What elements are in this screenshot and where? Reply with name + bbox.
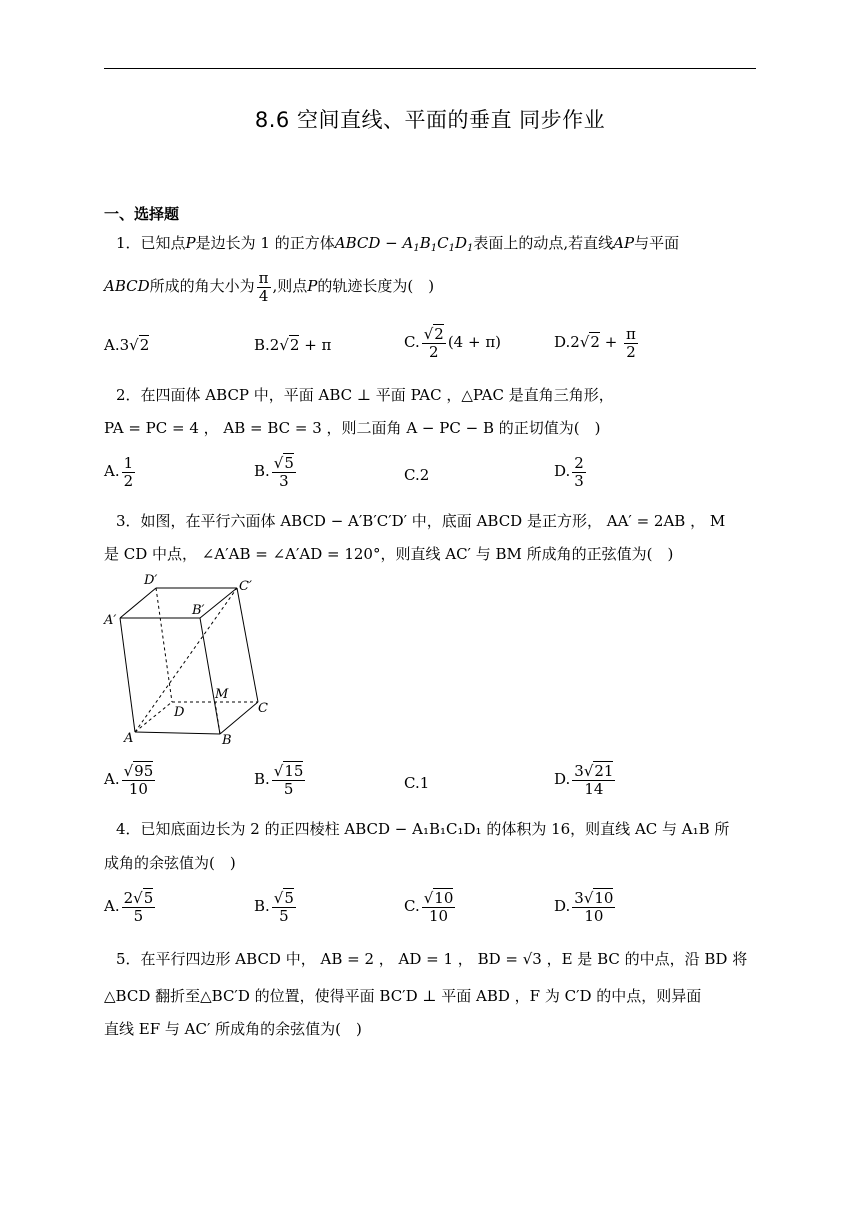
option-label: D. <box>554 462 571 480</box>
frac-den: 10 <box>429 906 449 925</box>
frac-den: 10 <box>584 906 604 925</box>
q2-option-b[interactable] <box>254 455 298 489</box>
sub: 1 <box>413 243 420 254</box>
option-frac: $\frac{2√5}{5}$ <box>123 889 154 925</box>
frac-num: π <box>258 269 269 287</box>
sqrt-radicand: 5 <box>284 454 294 472</box>
fig-label-b: B <box>222 733 232 748</box>
q1-var-abcd: ABCD <box>104 277 150 295</box>
q1-cube-base: ABCD − A <box>334 234 414 252</box>
frac-den: 5 <box>133 906 144 925</box>
option-label: B. <box>254 336 270 354</box>
q1-text: 与平面 <box>634 234 680 252</box>
option-frac: $\frac{√10}{10}$ <box>423 889 454 925</box>
sqrt-radicand: 21 <box>594 762 614 780</box>
q5-line2: △BCD 翻折至△BC′D 的位置，使得平面 BC′D ⊥ 平面 ABD ，F 为 C′D 的中点，则异面 <box>104 987 702 1005</box>
option-label: C. <box>404 897 420 915</box>
frac-num: 2 <box>574 454 584 472</box>
option-frac: $\frac{√95}{10}$ <box>123 762 154 798</box>
option-label: B. <box>254 897 270 915</box>
option-label: B. <box>254 462 270 480</box>
q1-text: 1．已知点 <box>116 234 186 252</box>
fig-label-d1: D′ <box>144 573 158 588</box>
sqrt-radicand: 5 <box>284 889 294 907</box>
option-label: D. <box>554 770 571 788</box>
frac-den: 14 <box>584 779 604 798</box>
option-label: A. <box>104 770 120 788</box>
option-value: + π <box>299 336 332 354</box>
q4-option-b[interactable] <box>254 890 298 924</box>
option-label: B. <box>254 770 270 788</box>
frac-den: 2 <box>123 471 134 490</box>
q4-line2: 成角的余弦值为( ) <box>104 854 236 872</box>
q1-option-a[interactable]: A.3√2 <box>104 336 150 354</box>
q2-option-a[interactable] <box>104 455 137 489</box>
q1-text: 所成的角大小为 <box>149 277 255 295</box>
q1-option-b[interactable]: B.2√2 + π <box>254 336 332 354</box>
option-value: 2 <box>269 336 280 354</box>
sqrt-radicand: 2 <box>289 336 300 354</box>
q1-var-p: P <box>307 277 318 295</box>
q4-line1: 4．已知底面边长为 2 的正四棱柱 ABCD − A₁B₁C₁D₁ 的体积为 16，则直线 AC 与 A₁B 所 <box>116 820 730 838</box>
option-frac: $\frac{3√21}{14}$ <box>574 762 614 798</box>
q5-line3: 直线 EF 与 AC′ 所成角的余弦值为( ) <box>104 1020 362 1038</box>
q1-cube <box>335 234 474 252</box>
q2-option-d[interactable] <box>554 455 588 489</box>
fig-label-d: D <box>174 705 185 720</box>
page-title: 8.6 空间直线、平面的垂直 同步作业 <box>254 108 606 132</box>
option-value: 2 <box>570 333 580 351</box>
q3-option-a[interactable] <box>104 763 157 797</box>
section-heading: 一、选择题 <box>104 205 180 223</box>
frac-num: π <box>626 325 636 343</box>
q5-line1: 5．在平行四边形 ABCD 中， AB = 2 ， AD = 1 ， BD = √3 ，E 是 BC 的中点，沿 BD 将 <box>116 950 748 968</box>
q3-line2: 是 CD 中点， ∠A′AB = ∠A′AD = 120°，则直线 AC′ 与 BM 所成角的正弦值为( ) <box>104 545 674 563</box>
sub: 1 <box>466 243 474 254</box>
q1-cube-d: D <box>454 234 467 252</box>
frac-den: 2 <box>429 342 439 361</box>
q1-var-ap: AP <box>613 234 635 252</box>
sqrt-radicand: 10 <box>434 889 454 907</box>
frac-den: 4 <box>258 286 269 305</box>
option-label: C. <box>404 333 420 351</box>
option-label: A. <box>104 897 120 915</box>
option-label: D. <box>554 333 571 351</box>
option-value: 3 <box>119 336 130 354</box>
parallelepiped-figure <box>100 570 280 750</box>
coef: 2 <box>123 889 134 907</box>
option-label: A. <box>104 336 120 354</box>
sqrt-radicand: 10 <box>594 889 614 907</box>
frac-den: 3 <box>574 471 584 490</box>
fig-label-c: C <box>258 701 268 716</box>
frac-den: 3 <box>279 471 289 490</box>
q2-line2: PA = PC = 4 ， AB = BC = 3 ，则二面角 A − PC − B 的正切值为( ) <box>104 419 601 437</box>
sub: 1 <box>448 243 455 254</box>
frac-den: 5 <box>279 906 289 925</box>
option-frac: $\frac{√5}{5}$ <box>273 889 294 925</box>
q1-text: 是边长为 1 的正方体 <box>195 234 335 252</box>
option-value: (4 + π) <box>447 333 502 351</box>
q1-option-d[interactable]: D.2√2 + $\frac{\pi}{2}$ <box>554 325 636 361</box>
fig-label-a1: A′ <box>104 613 117 628</box>
q1-text: ,则点 <box>272 277 308 295</box>
option-frac <box>572 455 586 489</box>
q3-option-c[interactable]: C.1 <box>404 774 430 792</box>
sqrt-radicand: 5 <box>143 889 154 907</box>
q1-frac-pi-4 <box>257 270 271 304</box>
sqrt-radicand: 95 <box>134 762 154 780</box>
sub: 1 <box>430 243 438 254</box>
fig-label-a: A <box>124 731 134 746</box>
q1-text: 表面上的动点,若直线 <box>473 234 614 252</box>
sqrt-radicand: 2 <box>590 333 600 351</box>
q4-option-a[interactable] <box>104 890 157 924</box>
header-rule <box>104 68 756 69</box>
q4-option-d[interactable] <box>554 890 617 924</box>
q1-cube-c: C <box>437 234 449 252</box>
sqrt-radicand: 15 <box>284 762 304 780</box>
option-frac: $\frac{√15}{5}$ <box>273 762 304 798</box>
q1-text: 的轨迹长度为( ) <box>317 277 435 295</box>
q1-var-p: P <box>185 234 196 252</box>
sqrt-radicand: 2 <box>139 336 150 354</box>
option-frac: $\frac{√2}{2}$ <box>423 325 444 361</box>
option-frac: $\frac{3√10}{10}$ <box>574 889 614 925</box>
coef: 3 <box>574 889 584 907</box>
fig-label-c1: C′ <box>239 579 252 594</box>
frac-num: 1 <box>123 454 134 472</box>
q1-line2 <box>104 270 434 304</box>
frac-den: 2 <box>626 342 636 361</box>
q2-line1: 2．在四面体 ABCP 中，平面 ABC ⊥ 平面 PAC ，△PAC 是直角三角形， <box>116 386 614 404</box>
q3-line1: 3．如图，在平行六面体 ABCD − A′B′C′D′ 中，底面 ABCD 是正方形， AA′ = 2AB ， M <box>116 512 726 530</box>
fig-label-b1: B′ <box>192 603 205 618</box>
option-frac <box>122 455 136 489</box>
option-label: D. <box>554 897 571 915</box>
q2-option-c[interactable]: C.2 <box>404 466 430 484</box>
frac-den: 10 <box>128 779 148 798</box>
option-frac <box>624 326 638 360</box>
q1-cube-b: B <box>419 234 431 252</box>
fig-label-m: M <box>215 687 229 702</box>
sqrt-radicand: 2 <box>434 325 444 343</box>
q4-option-c[interactable] <box>404 890 457 924</box>
q1-option-c[interactable] <box>404 326 501 360</box>
option-label: A. <box>104 462 120 480</box>
option-value: + <box>599 333 623 351</box>
q3-option-b[interactable] <box>254 763 307 797</box>
q1-line1 <box>116 232 679 254</box>
coef: 3 <box>574 762 584 780</box>
q3-option-d[interactable] <box>554 763 617 797</box>
frac-den: 5 <box>283 779 294 798</box>
option-frac: $\frac{√5}{3}$ <box>273 454 294 490</box>
